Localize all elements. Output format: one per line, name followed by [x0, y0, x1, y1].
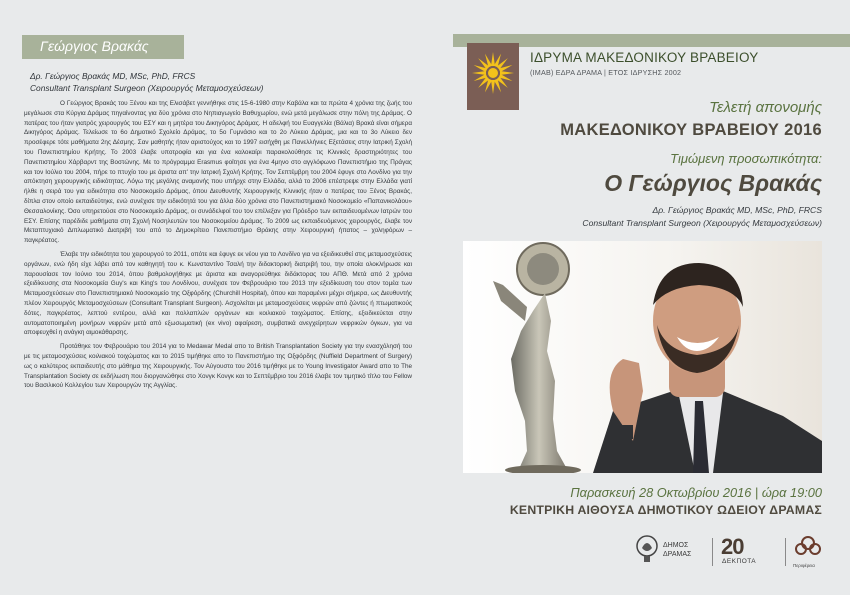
- honoree-degrees: Δρ. Γεώργιος Βρακάς MD, MSc, PhD, FRCS: [652, 205, 822, 215]
- honoree-portrait-image: [463, 241, 822, 473]
- dekpota-label: ΔΕΚΠΟΤΑ: [722, 558, 757, 565]
- bio-paragraph: Προτάθηκε τον Φεβρουάριο του 2014 για το Medawar Medal απο το British Transplantation Society για την ενασχόλησή του με τις μεταμοσχεύσεις κοιλιακού τοιχώματος και το 2015 τιμήθηκε απο το Πανεπιστήμιο της Οξφόρδης (Nuffield Department of Surgery) ως ο καλύτερος εκπαιδευτής στο μάθημα της Χειρουργικής. Τον Αύγουστο του 2016 τιμήθηκε με το Young Investigator Award απο το The Transplantation Society σε εκδήλωση που διοργανώθηκε στο Χονγκ Κονγκ και το Σεπτέμβριο του 2016 έλαβε τον τιμητικό τίτλο του Fellow του Βασιλικού Κολλεγίου των Χειρουργών της Αγγλίας.: [24, 343, 412, 390]
- vergina-sun-icon: [471, 51, 515, 95]
- municipality-line1: ΔΗΜΟΣ: [663, 542, 689, 549]
- municipality-emblem-icon: [635, 534, 659, 564]
- sponsor-logos: [635, 534, 835, 568]
- municipality-line2: ΔΡΑΜΑΣ: [663, 550, 692, 558]
- region-emblem-icon: [793, 534, 823, 560]
- foundation-logo: [467, 43, 519, 110]
- credentials: [30, 71, 410, 94]
- honoree-position: Consultant Transplant Surgeon (Χειρουργός Μεταμοσχεύσεων): [582, 218, 822, 228]
- name-tag-label: Γεώργιος Βρακάς: [40, 38, 149, 54]
- right-page: [425, 0, 850, 595]
- ceremony-label: Τελετή απονομής: [709, 99, 822, 116]
- region-label: Περιφέρεια: [793, 563, 815, 568]
- honoree-label: Τιμώμενη προσωπικότητα:: [670, 151, 822, 166]
- name-tag: [22, 35, 184, 59]
- event-venue: ΚΕΝΤΡΙΚΗ ΑΙΘΟΥΣΑ ΔΗΜΟΤΙΚΟΥ ΩΔΕΙΟΥ ΔΡΑΜΑΣ: [509, 503, 822, 517]
- bio-paragraph: Έλαβε την ειδικότητα του χειρουργού το 2011, οπότε και έφυγε εκ νέου για το Λονδίνο για να εξειδικευθεί στις μεταμοσχεύσεις οργάνων, ενώ ήδη είχε λάβει από τον καθηγητή του κ. Κωνσταντίνο Τσαλή την διδακτορική διατριβή του, την οποία ολοκλήρωσε και παρουσίασε τον Ιούνιο του 2014, όπου βαθμολογήθηκε με άριστα και αναγορεύθηκε διδάκτορας του ΑΠΘ. Μετά από 2 χρόνια εξειδίκευσης στα Νοσοκομεία Guy's και King's του Λονδίνου, συνέχισε τον Φεβρουάριο του 2013 την εξειδίκευση του στον τομέα των Μεταμοσχεύσεων στο Πανεπιστημιακό Νοσοκομείο της Οξφόρδης (Churchill Hospital), όπου και παραμένει μέχρι σήμερα, ως Διευθυντής πλέον Χειρουργός Μεταμοσχεύσεων (Consultant Transplant Surgeon). Ασχολείται με μεταμοσχεύσεις νεφρών από ζώντες ή πτωματικούς δότες, παγκρέατος, λεπτού εντέρου, αλλά και πολλαπλών οργάνων και κοιλιακού τοιχώματος. Επίσης, εξειδικεύεται στην αυτοματοποιημένη μονήρων νεφρών μετά από εξωσωματική (ex vivo) αφαίρεση, συμβατικά ανεγχείρητων νεφρικών όγκων, για να αποφευχθεί η ανάγκη αιμοκάθαρσης.: [24, 250, 412, 337]
- event-date: Παρασκευή 28 Οκτωβρίου 2016 | ώρα 19:00: [570, 485, 822, 500]
- honoree-photo: [463, 241, 822, 473]
- honoree-name: Ο Γεώργιος Βρακάς: [604, 170, 822, 196]
- bio-paragraph: Ο Γεώργιος Βρακάς του Ξένου και της Ελισάβετ γεννήθηκε στις 15-6-1980 στην Καβάλα και τα πρώτα 4 χρόνια της ζωής του μεγάλωσε στα Κύργια Δράμας πηγαίνοντας για δύο χρόνια στο Νηπιαγωγείο Βαθυχωρίου, ενώ μετά μεγάλωσε στην πόλη της Δράμας. Ο πατέρας του ήταν γιατρός χειρουργός του ΕΣΥ και η μητέρα του Δικηγόρος Δράμας. Η αδελφή του Ευαγγελία (Βάλια) Βρακά είναι σήμερα Δικηγόρος Δράμας. Τελείωσε το 6ο Δημοτικό Σχολείο Δράμας, το 5ο Γυμνάσιο και το 2ο Λύκειο Δράμας, μια και το 3ο Λύκειο δεν προσέφερε τότε μαθήματα 2ης Δέσμης. Σαν μαθητής ήταν αριστούχος και το 1997 εισήχθη με Πανελλήνιες Εξετάσεις στην Ιατρική Σχολή του Πανεπιστημίου Κρήτης. Το 2003 έλαβε υποτροφία και για ένα καλοκαίρι παρακολούθησε τις Κλινικές δραστηριότητες του Πανεπιστημίου Χάρβαρντ της Βοστώνης. Με το πρόγραμμα Erasmus φοίτησε για ένα 4μηνο στο αγγλόφωνο Πανεπιστήμιο της Πράγας και τον Ιούλιο του 2004, πήρε το πτυχίο του με άριστα απ' την Ιατρική Σχολή Κρήτης. Τον Σεπτέμβρη του 2004 έφυγε στο Λονδίνο για την απόκτηση χειρουργικής ειδικότητας. Λόγω της μεγάλης αναμονής που υπήρχε στην Ελλάδα, αλλά το 2006 επέστρεψε στην Ελλάδα γιατί ήλθε η σειρά του για ειδικότητα στο Νοσοκομείο Δράμας, όπου Διευθυντής Χειρουργικής Κλινικής ήταν ο πατέρας του Ξένος Βρακάς, δίπλα στον οποίο εκπαιδεύτηκε, ενώ συνέχισε την ειδικότητά του για άλλα δύο χρόνια στο Πανεπιστημιακό Νοσοκομείο «Παπανικολάου» Θεσσαλονίκης. Όσο υπηρετούσε στο Νοσοκομείο Δράμας, οι συνάδελφοί του τον επέλεξαν για Πρόεδρο των εκπαιδευομένων Ιατρών του ΕΣΥ. Επίσης παρέδιδε μαθήματα στη Σχολή Νοσηλευτών του Νοσοκομείου Δράμας. Το 2009 ως εκπαιδευόμενος χειρουργός, έλαβε τον Μεταπτυχιακό Διπλωματικό Διατριβή του από το Δημοκρίτειο Πανεπιστήμιο Θράκης στην Χειρουργική ήπατος – χοληφόρων – παγκρέατος.: [24, 100, 412, 245]
- credentials-position: Consultant Transplant Surgeon (Χειρουργός Μεταμοσχεύσεων): [30, 82, 264, 93]
- logo-divider: [785, 538, 786, 566]
- award-title: ΜΑΚΕΔΟΝΙΚΟΥ ΒΡΑΒΕΙΟΥ 2016: [560, 121, 822, 139]
- org-subtitle: (ΙΜΑΒ) ΕΔΡΑ ΔΡΑΜΑ | ΕΤΟΣ ΙΔΡΥΣΗΣ 2002: [530, 68, 682, 77]
- biography: [24, 99, 412, 395]
- logo-divider: [712, 538, 713, 566]
- honoree-credentials: [582, 204, 822, 230]
- credentials-degrees: Δρ. Γεώργιος Βρακάς MD, MSc, PhD, FRCS: [30, 71, 196, 81]
- org-title: ΙΔΡΥΜΑ ΜΑΚΕΔΟΝΙΚΟΥ ΒΡΑΒΕΙΟΥ: [530, 50, 759, 65]
- dekpota-number: 20: [721, 534, 744, 559]
- municipality-logo: [635, 534, 705, 568]
- region-logo: [793, 534, 833, 568]
- dekpota-logo: [719, 534, 779, 568]
